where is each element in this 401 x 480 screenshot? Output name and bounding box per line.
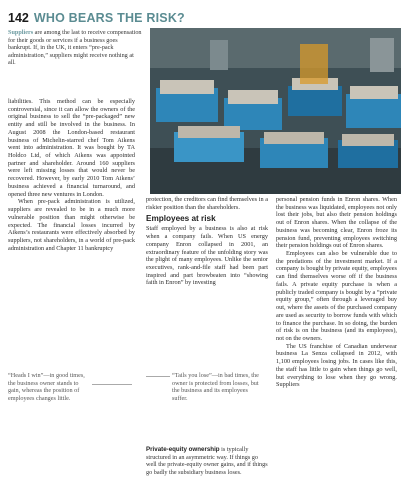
- quote1-leader-line: [92, 384, 132, 385]
- col3-paragraph-1: personal pension funds in Enron shares. When the business was liquidated, employees not only lost their jobs, but also their pension holdings out of Enron shares. When the collapse of the business was becoming clear, Enron froze its pension fund, preventing employees switching their pension holdings out of Enron shares.: [276, 196, 397, 250]
- col2-paragraph-2: Staff employed by a business is also at risk when a company fails. When US energy company Enron collapsed in 2001, an extraordinary feature of the unfolding story was the plight of many employees. Unlike the senior executives, rank-and-file staff had been part inspired and part browbeaten into “showing faith in Enron” by investing: [146, 225, 268, 287]
- col3-paragraph-3: The US franchise of Canadian underwear business La Senza collapsed in 2012, with 1,100 employees losing jobs. In cases like this, the staff has little to gain when things go well, but everything to lose when they go wrong. Suppliers: [276, 342, 397, 389]
- page-header: [8, 9, 398, 27]
- section-title: WHO BEARS THE RISK?: [33, 11, 185, 25]
- page-number: 142: [8, 11, 29, 25]
- fish-market-photo: [150, 28, 401, 194]
- tails-you-lose-quote: “Tails you lose”—in bad times, the owner is protected from losses, but the business and its employees suffer.: [172, 372, 259, 402]
- column-3: [276, 196, 397, 389]
- column-2: [146, 196, 268, 287]
- col2-paragraph-1: protection, the creditors can find themselves in a riskier position than the shareholders.: [146, 196, 268, 211]
- employees-at-risk-heading: Employees at risk: [146, 214, 216, 224]
- col1-paragraph-1: liabilities. This method can be especially controversial, since it can allow the owners of the original business to sell the “pre-packaged” new entity and still be involved in the business. In August 2008 the London-based restaurant business of Michelin-starred chef Tom Aikens went into administration. It was bought by TA Holdco Ltd, of which Aikens was appointed partner and shareholder. Around 160 suppliers were left missing losses that would never be recovered. However, by early 2010 Tom Aikens’ business achieved a financial turnaround, and opened three new ventures in London.: [8, 98, 135, 198]
- caption-lead: Private-equity ownership: [146, 446, 220, 453]
- caption-text: is typically structured in an asymmetric way. If things go well the private-equity owner gains, and if things go badly the subsidiary business loses.: [146, 446, 268, 476]
- intro-paragraph: [8, 29, 142, 67]
- intro-text: are among the last to receive compensation for their goods or services if a business goes bankrupt. If, in the UK, it enters “pre-pack administration,” suppliers might receive nothing at all.: [8, 29, 142, 67]
- column-1: [8, 98, 135, 252]
- quote2-leader-line: [146, 376, 170, 377]
- col3-paragraph-2: Employees can also be vulnerable due to the predations of the investment market. If a company is bought by private equity, employees can find themselves worse off if the business fails. A private equity purchase is when a publicly traded company is bought by a “private equity group,” often through a leveraged buy out, where the assets of the purchased company are used as security to borrow funds with which to finance the purchase. In so doing, the burden of risk is on the business (and its employees), not on the owners.: [276, 250, 397, 342]
- col1-paragraph-2: When pre-pack administration is utilized, suppliers are revealed to be in a much more vulnerable position than might otherwise be expected. The financial losses incurred by Aikens’s restaurants were effectively absorbed by suppliers, not shareholders, in a world of pre-pack administration and Chapter 11 bankruptcy: [8, 198, 135, 252]
- intro-lead: Suppliers: [8, 29, 34, 36]
- heads-i-win-quote: “Heads I win”—in good times, the business owner stands to gain, whereas the position of employees changes little.: [8, 372, 85, 402]
- private-equity-caption: [146, 446, 268, 476]
